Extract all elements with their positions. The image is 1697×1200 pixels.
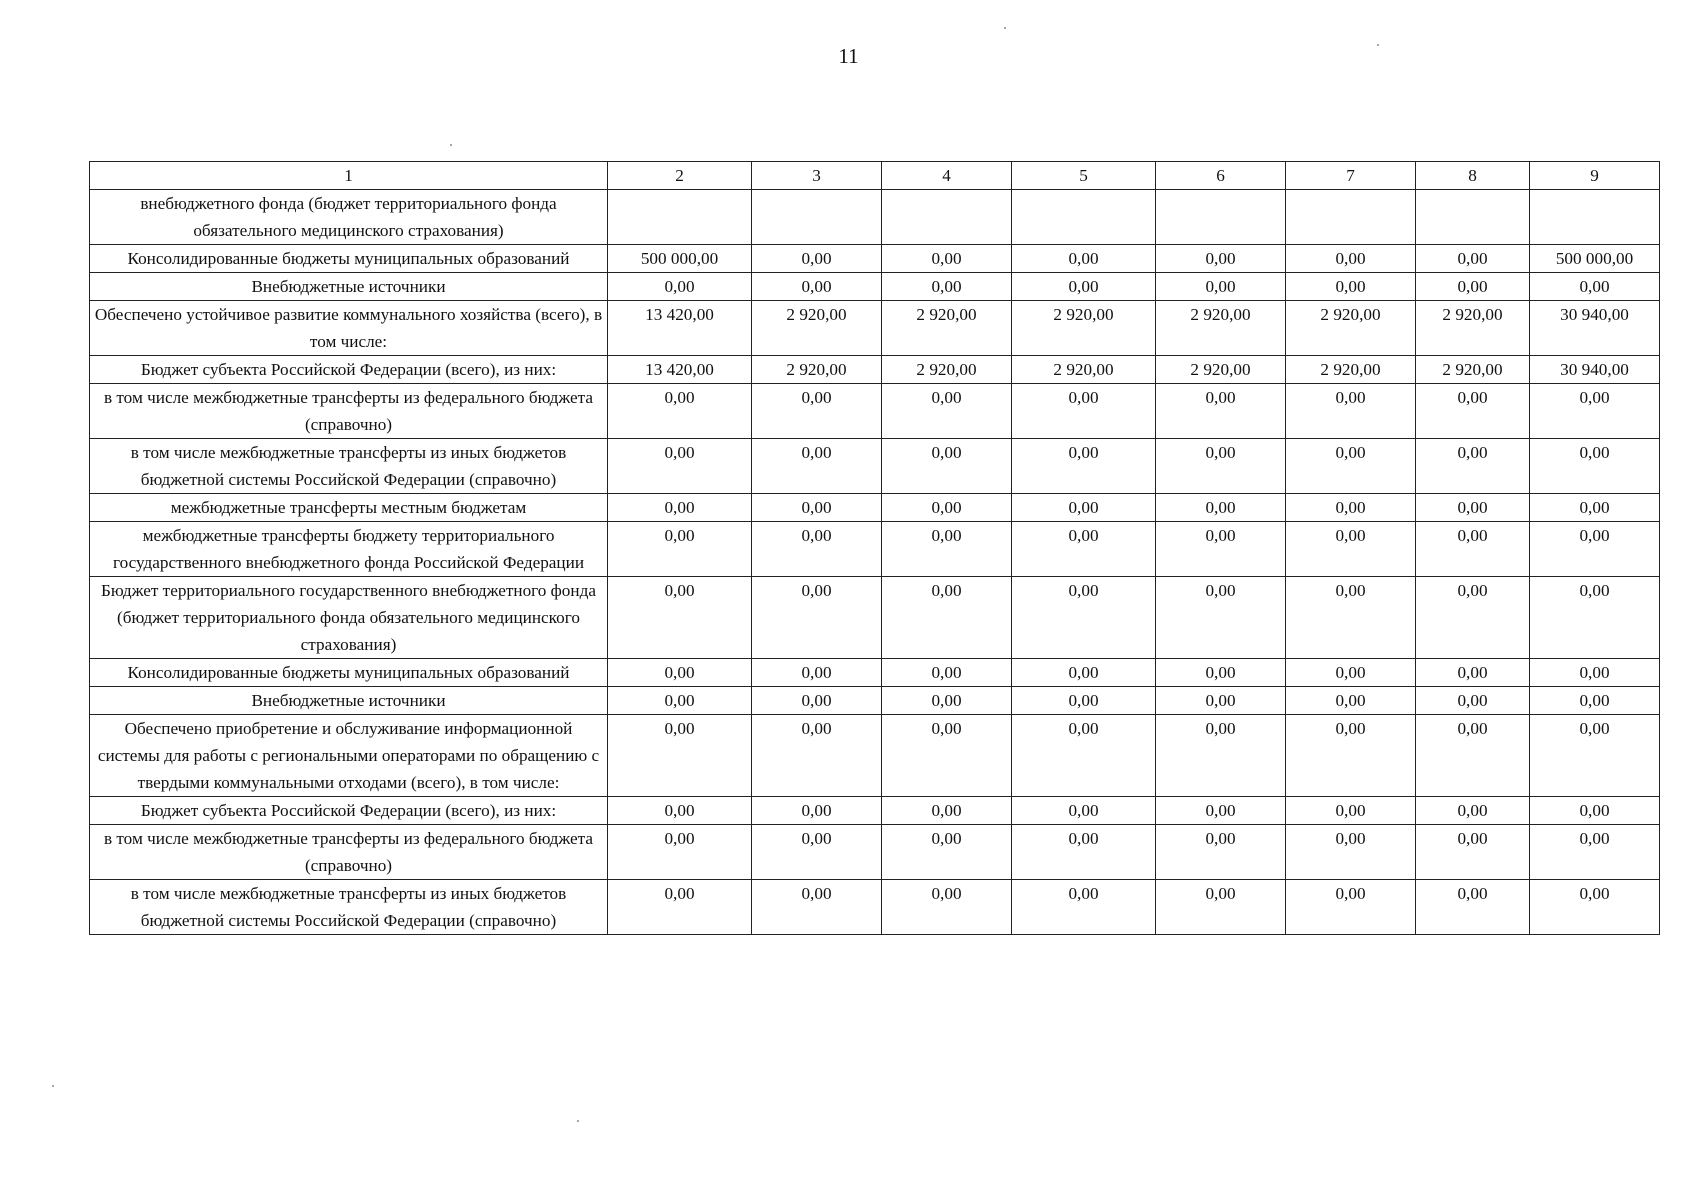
value-cell-col-2: 0,00 bbox=[608, 687, 752, 715]
value-cell-col-7: 0,00 bbox=[1286, 494, 1416, 522]
value-cell-col-5: 0,00 bbox=[1012, 522, 1156, 577]
value-cell-col-2: 13 420,00 bbox=[608, 356, 752, 384]
column-header-1: 1 bbox=[90, 162, 608, 190]
value-cell-col-7: 0,00 bbox=[1286, 880, 1416, 935]
value-cell-col-3: 0,00 bbox=[752, 522, 882, 577]
value-cell-col-3: 2 920,00 bbox=[752, 356, 882, 384]
value-cell-col-3: 0,00 bbox=[752, 825, 882, 880]
value-cell-col-5: 0,00 bbox=[1012, 273, 1156, 301]
row-label: внебюджетного фонда (бюджет территориального фонда обязательного медицинского страхования) bbox=[90, 190, 608, 245]
row-label: Бюджет территориального государственного внебюджетного фонда (бюджет территориального фонда обязательного медицинского страхования) bbox=[90, 577, 608, 659]
value-cell-col-9: 30 940,00 bbox=[1530, 356, 1660, 384]
value-cell-col-2: 0,00 bbox=[608, 439, 752, 494]
value-cell-col-7: 0,00 bbox=[1286, 659, 1416, 687]
value-cell-col-7: 0,00 bbox=[1286, 577, 1416, 659]
value-cell-col-6: 0,00 bbox=[1156, 273, 1286, 301]
scan-speck bbox=[1377, 44, 1379, 46]
row-label: в том числе межбюджетные трансферты из федерального бюджета (справочно) bbox=[90, 384, 608, 439]
value-cell-col-7: 0,00 bbox=[1286, 522, 1416, 577]
value-cell-col-3: 0,00 bbox=[752, 439, 882, 494]
value-cell-col-5: 0,00 bbox=[1012, 825, 1156, 880]
value-cell-col-4: 0,00 bbox=[882, 715, 1012, 797]
value-cell-col-3: 0,00 bbox=[752, 273, 882, 301]
value-cell-col-4: 0,00 bbox=[882, 797, 1012, 825]
value-cell-col-5 bbox=[1012, 190, 1156, 245]
value-cell-col-2: 0,00 bbox=[608, 273, 752, 301]
value-cell-col-2: 13 420,00 bbox=[608, 301, 752, 356]
table-row bbox=[90, 439, 1660, 494]
value-cell-col-7: 0,00 bbox=[1286, 439, 1416, 494]
value-cell-col-4: 0,00 bbox=[882, 687, 1012, 715]
table-row bbox=[90, 384, 1660, 439]
table-row bbox=[90, 494, 1660, 522]
value-cell-col-2: 0,00 bbox=[608, 880, 752, 935]
value-cell-col-8: 2 920,00 bbox=[1416, 301, 1530, 356]
value-cell-col-6: 0,00 bbox=[1156, 384, 1286, 439]
value-cell-col-7: 2 920,00 bbox=[1286, 356, 1416, 384]
value-cell-col-5: 0,00 bbox=[1012, 577, 1156, 659]
row-label: Консолидированные бюджеты муниципальных образований bbox=[90, 659, 608, 687]
value-cell-col-5: 0,00 bbox=[1012, 880, 1156, 935]
value-cell-col-9: 0,00 bbox=[1530, 439, 1660, 494]
value-cell-col-4 bbox=[882, 190, 1012, 245]
value-cell-col-2: 0,00 bbox=[608, 494, 752, 522]
value-cell-col-4: 0,00 bbox=[882, 245, 1012, 273]
value-cell-col-9 bbox=[1530, 190, 1660, 245]
value-cell-col-8: 0,00 bbox=[1416, 880, 1530, 935]
value-cell-col-9: 0,00 bbox=[1530, 880, 1660, 935]
value-cell-col-6: 0,00 bbox=[1156, 880, 1286, 935]
row-label: Внебюджетные источники bbox=[90, 687, 608, 715]
value-cell-col-9: 500 000,00 bbox=[1530, 245, 1660, 273]
column-header-7: 7 bbox=[1286, 162, 1416, 190]
value-cell-col-4: 0,00 bbox=[882, 273, 1012, 301]
scan-speck bbox=[52, 1085, 54, 1087]
row-label: межбюджетные трансферты местным бюджетам bbox=[90, 494, 608, 522]
row-label: Бюджет субъекта Российской Федерации (всего), из них: bbox=[90, 797, 608, 825]
value-cell-col-6: 0,00 bbox=[1156, 522, 1286, 577]
row-label: в том числе межбюджетные трансферты из иных бюджетов бюджетной системы Российской Федерации (справочно) bbox=[90, 880, 608, 935]
value-cell-col-5: 0,00 bbox=[1012, 687, 1156, 715]
value-cell-col-6: 0,00 bbox=[1156, 577, 1286, 659]
value-cell-col-9: 0,00 bbox=[1530, 384, 1660, 439]
value-cell-col-8: 0,00 bbox=[1416, 522, 1530, 577]
value-cell-col-4: 0,00 bbox=[882, 880, 1012, 935]
table-body bbox=[90, 190, 1660, 935]
row-label: Обеспечено приобретение и обслуживание информационной системы для работы с региональными операторами по обращению с твердыми коммунальными отходами (всего), в том числе: bbox=[90, 715, 608, 797]
value-cell-col-3: 0,00 bbox=[752, 687, 882, 715]
value-cell-col-6: 2 920,00 bbox=[1156, 356, 1286, 384]
value-cell-col-8: 0,00 bbox=[1416, 577, 1530, 659]
value-cell-col-8: 0,00 bbox=[1416, 439, 1530, 494]
value-cell-col-4: 0,00 bbox=[882, 659, 1012, 687]
value-cell-col-9: 0,00 bbox=[1530, 825, 1660, 880]
row-label: Внебюджетные источники bbox=[90, 273, 608, 301]
value-cell-col-9: 0,00 bbox=[1530, 494, 1660, 522]
value-cell-col-7 bbox=[1286, 190, 1416, 245]
value-cell-col-8: 0,00 bbox=[1416, 384, 1530, 439]
column-header-4: 4 bbox=[882, 162, 1012, 190]
table-row bbox=[90, 715, 1660, 797]
table-row bbox=[90, 356, 1660, 384]
value-cell-col-7: 0,00 bbox=[1286, 825, 1416, 880]
value-cell-col-3: 0,00 bbox=[752, 659, 882, 687]
value-cell-col-8: 0,00 bbox=[1416, 715, 1530, 797]
value-cell-col-3 bbox=[752, 190, 882, 245]
value-cell-col-6: 0,00 bbox=[1156, 825, 1286, 880]
value-cell-col-5: 0,00 bbox=[1012, 797, 1156, 825]
value-cell-col-3: 0,00 bbox=[752, 715, 882, 797]
value-cell-col-5: 0,00 bbox=[1012, 659, 1156, 687]
value-cell-col-4: 0,00 bbox=[882, 825, 1012, 880]
value-cell-col-8: 0,00 bbox=[1416, 687, 1530, 715]
value-cell-col-2: 0,00 bbox=[608, 797, 752, 825]
value-cell-col-9: 30 940,00 bbox=[1530, 301, 1660, 356]
value-cell-col-6: 0,00 bbox=[1156, 494, 1286, 522]
row-label: в том числе межбюджетные трансферты из федерального бюджета (справочно) bbox=[90, 825, 608, 880]
value-cell-col-6: 0,00 bbox=[1156, 439, 1286, 494]
value-cell-col-7: 0,00 bbox=[1286, 797, 1416, 825]
table-row bbox=[90, 577, 1660, 659]
value-cell-col-8: 0,00 bbox=[1416, 825, 1530, 880]
page-number: 11 bbox=[838, 44, 859, 68]
value-cell-col-3: 0,00 bbox=[752, 245, 882, 273]
value-cell-col-9: 0,00 bbox=[1530, 273, 1660, 301]
value-cell-col-8: 0,00 bbox=[1416, 797, 1530, 825]
value-cell-col-3: 0,00 bbox=[752, 880, 882, 935]
value-cell-col-5: 0,00 bbox=[1012, 494, 1156, 522]
row-label: Бюджет субъекта Российской Федерации (всего), из них: bbox=[90, 356, 608, 384]
table-row bbox=[90, 687, 1660, 715]
value-cell-col-6 bbox=[1156, 190, 1286, 245]
value-cell-col-2: 0,00 bbox=[608, 715, 752, 797]
value-cell-col-3: 0,00 bbox=[752, 797, 882, 825]
value-cell-col-3: 0,00 bbox=[752, 577, 882, 659]
column-header-9: 9 bbox=[1530, 162, 1660, 190]
table-row bbox=[90, 190, 1660, 245]
value-cell-col-8: 0,00 bbox=[1416, 245, 1530, 273]
value-cell-col-6: 0,00 bbox=[1156, 659, 1286, 687]
value-cell-col-7: 0,00 bbox=[1286, 715, 1416, 797]
value-cell-col-4: 2 920,00 bbox=[882, 301, 1012, 356]
value-cell-col-5: 2 920,00 bbox=[1012, 301, 1156, 356]
value-cell-col-8: 2 920,00 bbox=[1416, 356, 1530, 384]
scan-speck bbox=[577, 1120, 579, 1122]
value-cell-col-9: 0,00 bbox=[1530, 687, 1660, 715]
table-row bbox=[90, 301, 1660, 356]
value-cell-col-3: 0,00 bbox=[752, 384, 882, 439]
table-row bbox=[90, 522, 1660, 577]
value-cell-col-7: 0,00 bbox=[1286, 687, 1416, 715]
value-cell-col-4: 0,00 bbox=[882, 577, 1012, 659]
value-cell-col-3: 2 920,00 bbox=[752, 301, 882, 356]
value-cell-col-9: 0,00 bbox=[1530, 715, 1660, 797]
value-cell-col-6: 0,00 bbox=[1156, 715, 1286, 797]
value-cell-col-9: 0,00 bbox=[1530, 577, 1660, 659]
table-row bbox=[90, 659, 1660, 687]
table-row bbox=[90, 825, 1660, 880]
row-label: межбюджетные трансферты бюджету территориального государственного внебюджетного фонда Российской Федерации bbox=[90, 522, 608, 577]
header-row bbox=[90, 162, 1660, 190]
value-cell-col-2: 0,00 bbox=[608, 577, 752, 659]
scan-speck bbox=[1004, 27, 1006, 29]
value-cell-col-9: 0,00 bbox=[1530, 797, 1660, 825]
value-cell-col-2 bbox=[608, 190, 752, 245]
value-cell-col-8: 0,00 bbox=[1416, 659, 1530, 687]
value-cell-col-5: 0,00 bbox=[1012, 245, 1156, 273]
value-cell-col-2: 500 000,00 bbox=[608, 245, 752, 273]
value-cell-col-8 bbox=[1416, 190, 1530, 245]
value-cell-col-7: 2 920,00 bbox=[1286, 301, 1416, 356]
value-cell-col-6: 0,00 bbox=[1156, 797, 1286, 825]
column-header-6: 6 bbox=[1156, 162, 1286, 190]
column-header-5: 5 bbox=[1012, 162, 1156, 190]
value-cell-col-7: 0,00 bbox=[1286, 384, 1416, 439]
value-cell-col-8: 0,00 bbox=[1416, 494, 1530, 522]
scan-speck bbox=[450, 144, 452, 146]
row-label: Консолидированные бюджеты муниципальных образований bbox=[90, 245, 608, 273]
value-cell-col-6: 0,00 bbox=[1156, 687, 1286, 715]
row-label: Обеспечено устойчивое развитие коммунального хозяйства (всего), в том числе: bbox=[90, 301, 608, 356]
column-header-3: 3 bbox=[752, 162, 882, 190]
value-cell-col-9: 0,00 bbox=[1530, 522, 1660, 577]
value-cell-col-3: 0,00 bbox=[752, 494, 882, 522]
value-cell-col-2: 0,00 bbox=[608, 384, 752, 439]
value-cell-col-4: 0,00 bbox=[882, 439, 1012, 494]
value-cell-col-7: 0,00 bbox=[1286, 245, 1416, 273]
value-cell-col-4: 0,00 bbox=[882, 384, 1012, 439]
value-cell-col-2: 0,00 bbox=[608, 659, 752, 687]
budget-table bbox=[89, 161, 1660, 935]
column-header-2: 2 bbox=[608, 162, 752, 190]
value-cell-col-4: 0,00 bbox=[882, 522, 1012, 577]
table-row bbox=[90, 797, 1660, 825]
value-cell-col-7: 0,00 bbox=[1286, 273, 1416, 301]
value-cell-col-4: 2 920,00 bbox=[882, 356, 1012, 384]
value-cell-col-5: 0,00 bbox=[1012, 715, 1156, 797]
table-row bbox=[90, 273, 1660, 301]
value-cell-col-6: 2 920,00 bbox=[1156, 301, 1286, 356]
value-cell-col-4: 0,00 bbox=[882, 494, 1012, 522]
value-cell-col-8: 0,00 bbox=[1416, 273, 1530, 301]
table-row bbox=[90, 880, 1660, 935]
value-cell-col-5: 2 920,00 bbox=[1012, 356, 1156, 384]
value-cell-col-2: 0,00 bbox=[608, 522, 752, 577]
value-cell-col-5: 0,00 bbox=[1012, 439, 1156, 494]
row-label: в том числе межбюджетные трансферты из иных бюджетов бюджетной системы Российской Федерации (справочно) bbox=[90, 439, 608, 494]
value-cell-col-5: 0,00 bbox=[1012, 384, 1156, 439]
column-header-8: 8 bbox=[1416, 162, 1530, 190]
value-cell-col-6: 0,00 bbox=[1156, 245, 1286, 273]
table-row bbox=[90, 245, 1660, 273]
value-cell-col-9: 0,00 bbox=[1530, 659, 1660, 687]
value-cell-col-2: 0,00 bbox=[608, 825, 752, 880]
